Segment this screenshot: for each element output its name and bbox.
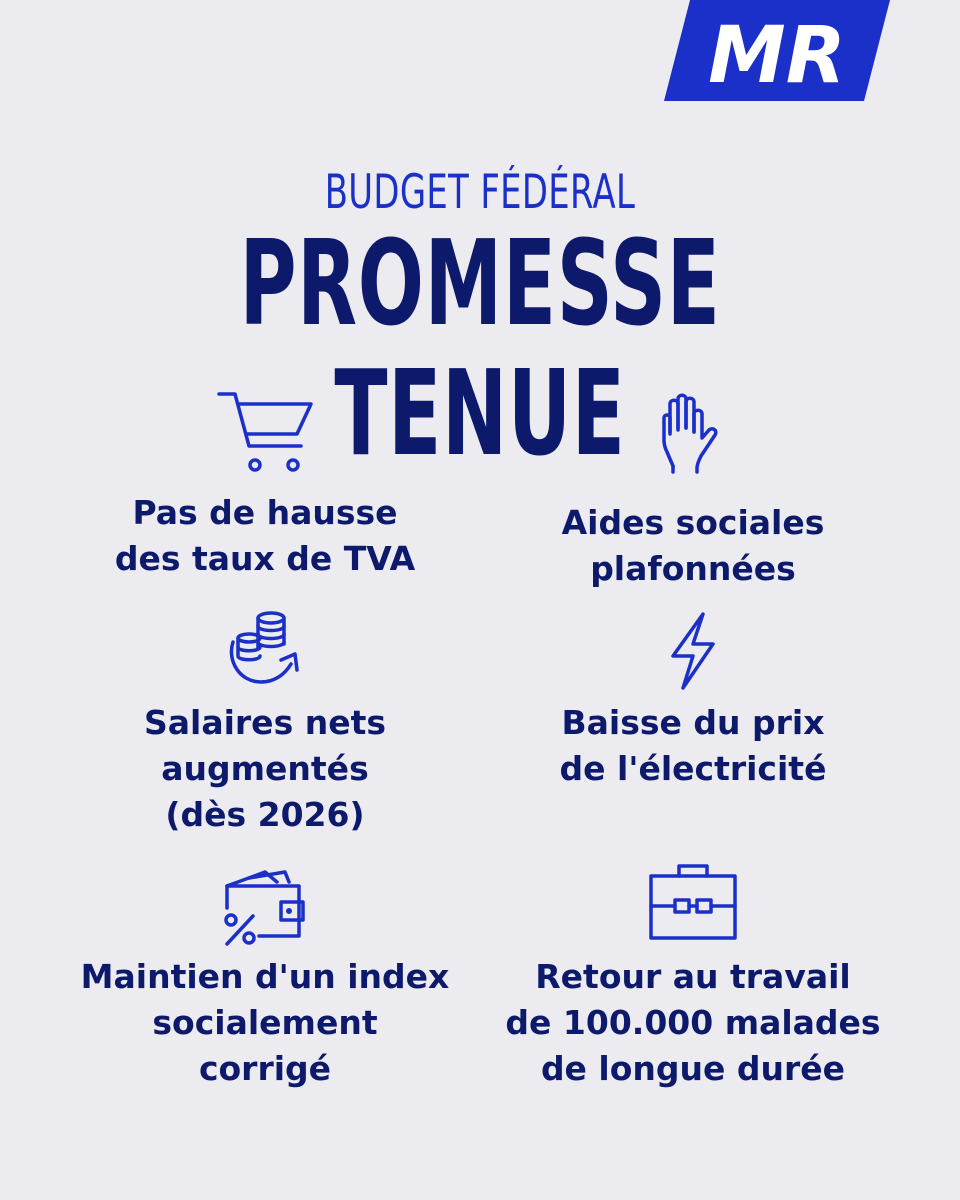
promise-label: Pas de hausse des taux de TVA [114, 493, 416, 578]
wallet-percent-icon [219, 866, 311, 955]
promise-label: Retour au travail de 100.000 malades de longue durée [505, 957, 881, 1088]
promise-label: Salaires nets augmentés (dès 2026) [143, 703, 386, 834]
page-title: PROMESSE TENUE [239, 214, 721, 482]
shopping-cart-icon [215, 388, 315, 483]
promise-label: Baisse du prix de l'électricité [559, 703, 827, 788]
briefcase-icon [645, 858, 741, 949]
promise-label: Aides sociales plafonnées [561, 503, 825, 588]
mr-logo [664, 0, 890, 101]
logo-text: MR [708, 11, 846, 101]
promise-label: Maintien d'un index socialement corrigé [80, 957, 450, 1088]
raised-hand-icon [653, 392, 733, 483]
coins-growth-icon [225, 608, 305, 695]
page-subtitle: BUDGET FÉDÉRAL [324, 165, 636, 220]
lightning-bolt-icon [663, 610, 723, 697]
